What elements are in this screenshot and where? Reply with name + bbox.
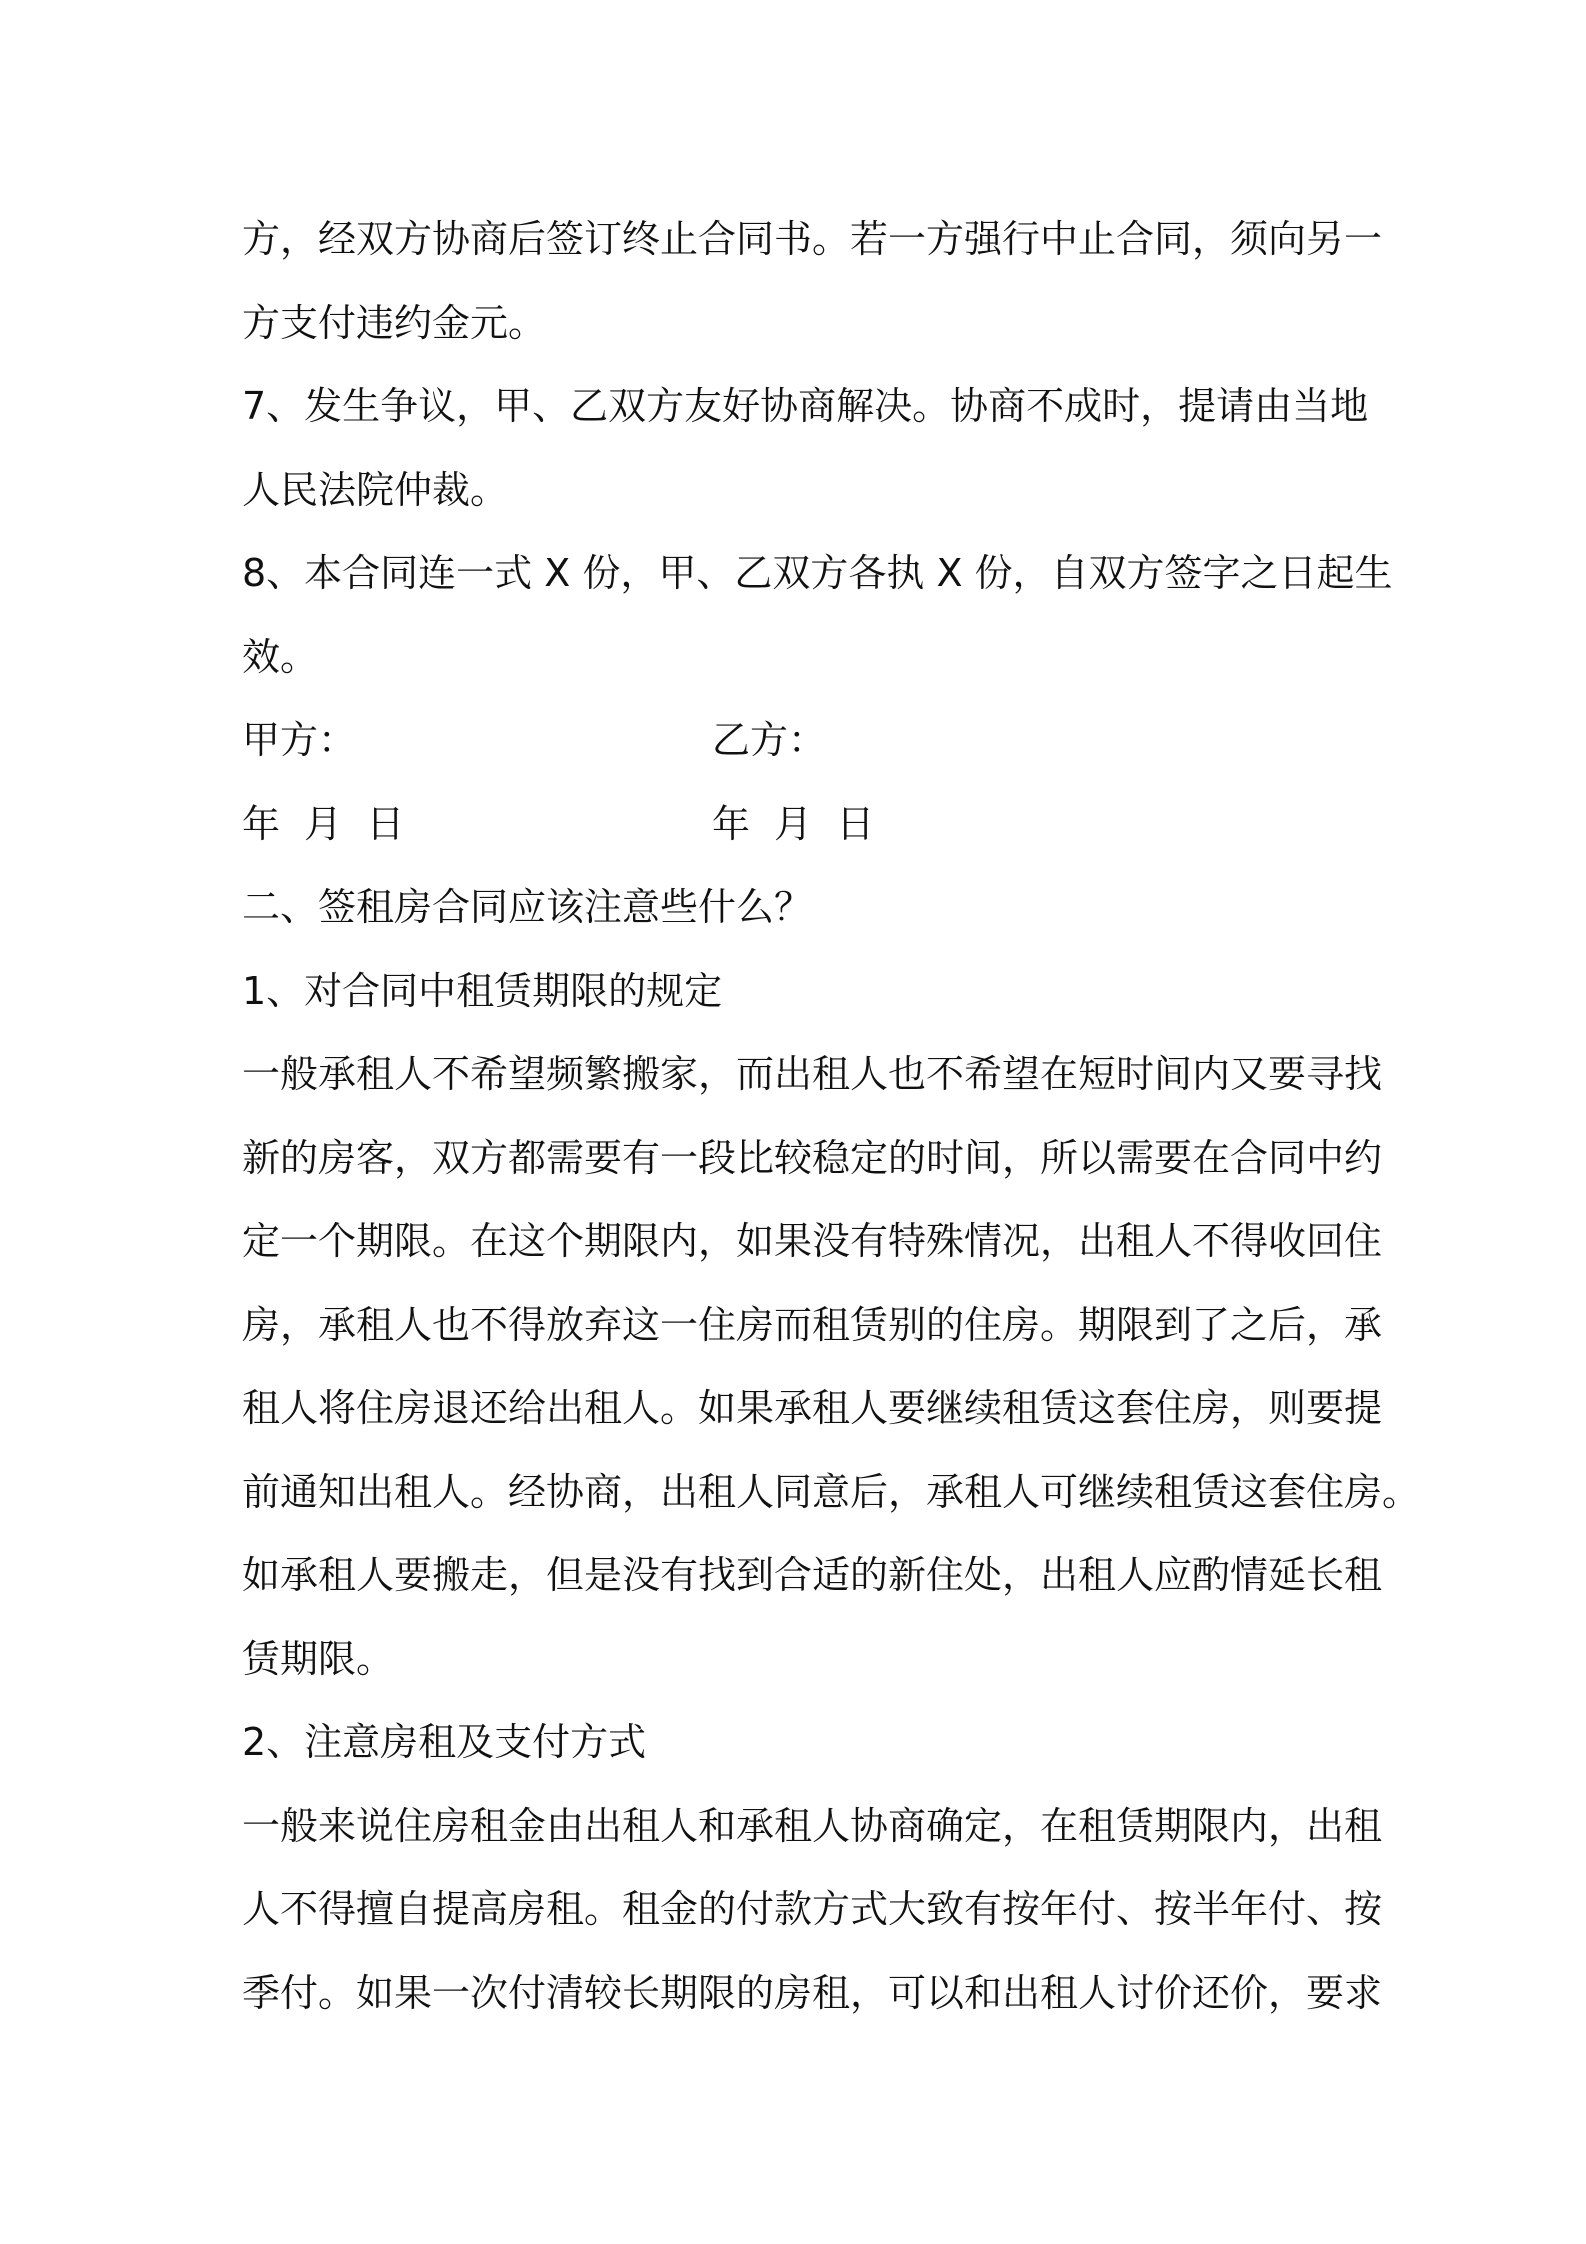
party-b-label: 乙方： [712,718,827,762]
party-b-date: 年 月 日 [712,801,875,846]
text-line: 一般承租人不希望频繁搬家，而出租人也不希望在短时间内又要寻找 [242,1052,1383,1096]
text-line: 效。 [242,634,319,679]
item-1-title: 1、对合同中租赁期限的规定 [242,968,723,1013]
text-line: 方支付违约金元。 [242,300,547,345]
clause-7-line: 7、发生争议，甲、乙双方友好协商解决。协商不成时，提请由当地 [242,384,1369,428]
section-heading: 二、签租房合同应该注意些什么？ [242,885,813,929]
item-2-title: 2、注意房租及支付方式 [242,1720,647,1764]
text-line: 方，经双方协商后签订终止合同书。若一方强行中止合同，须向另一 [242,217,1383,261]
text-line: 如承租人要搬走，但是没有找到合适的新住处，出租人应酌情延长租 [242,1553,1383,1597]
text-line: 季付。如果一次付清较长期限的房租，可以和出租人讨价还价，要求 [242,1970,1383,2015]
text-line: 定一个期限。在这个期限内，如果没有特殊情况，出租人不得收回住 [242,1219,1383,1263]
text-line: 房，承租人也不得放弃这一住房而租赁别的住房。期限到了之后，承 [242,1302,1383,1347]
text-line: 租人将住房退还给出租人。如果承租人要继续租赁这套住房，则要提 [242,1386,1383,1430]
text-line: 前通知出租人。经协商，出租人同意后，承租人可继续租赁这套住房。 [242,1469,1421,1514]
text-line: 赁期限。 [242,1636,395,1681]
text-line: 一般来说住房租金由出租人和承租人协商确定，在租赁期限内，出租 [242,1803,1383,1848]
text-line: 新的房客，双方都需要有一段比较稳定的时间，所以需要在合同中约 [242,1135,1383,1180]
document-body [242,198,1421,2035]
date-row [242,783,1356,867]
party-a-date: 年 月 日 [242,801,405,846]
text-line: 人民法院仲裁。 [242,467,509,512]
text-line: 人不得擅自提高房租。租金的付款方式大致有按年付、按半年付、按 [242,1887,1383,1931]
clause-8-line: 8、本合同连一式 X 份，甲、乙双方各执 X 份，自双方签字之日起生 [242,551,1393,595]
signature-row [242,699,1356,783]
party-a-label: 甲方： [242,718,357,762]
